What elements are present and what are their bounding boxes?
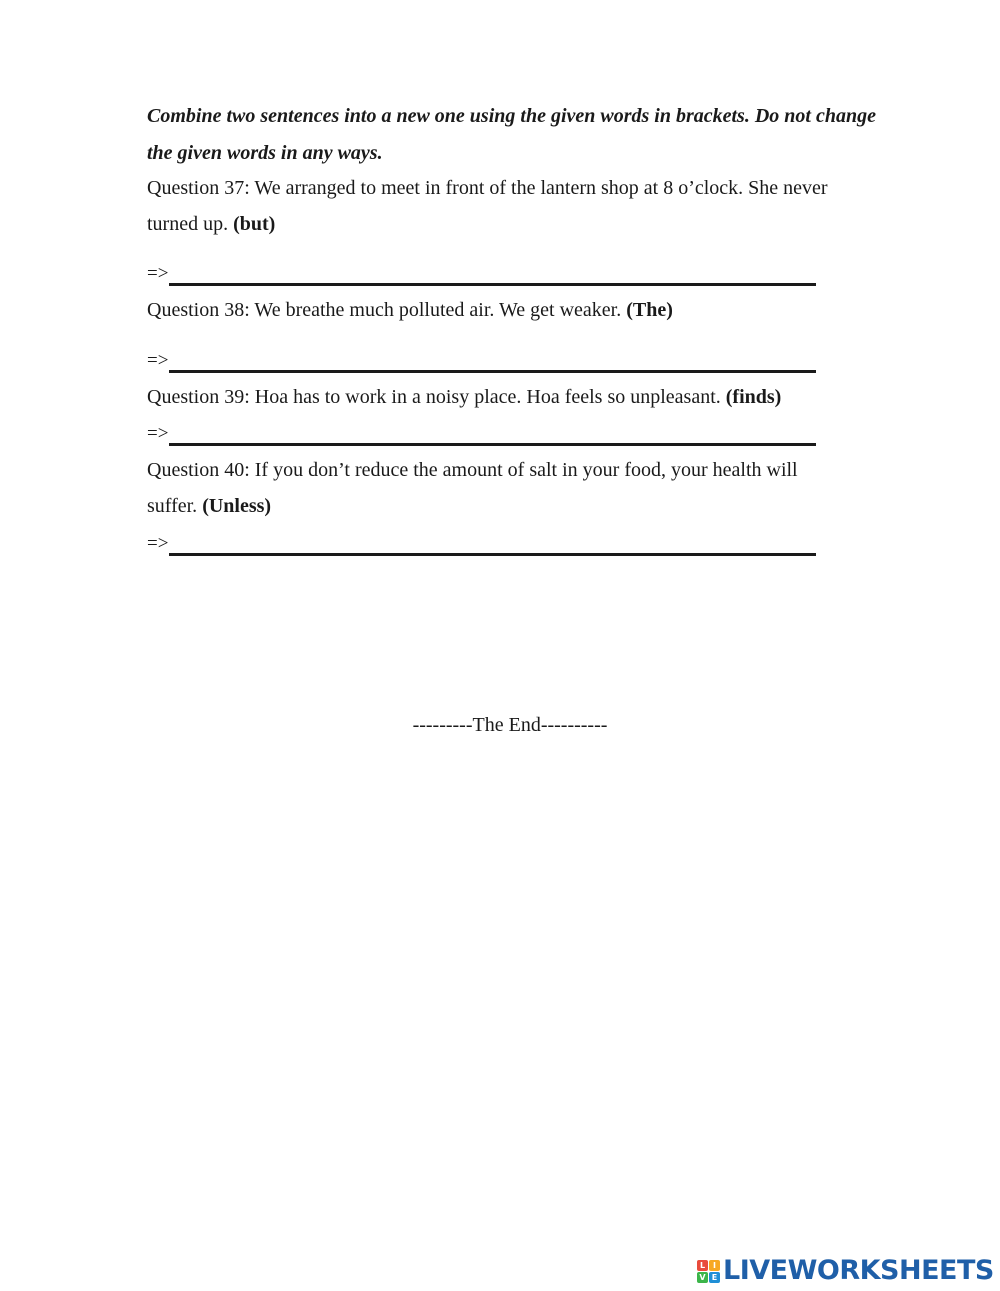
- instruction-text: Combine two sentences into a new one using the given words in brackets. Do not change the given words in any ways.: [147, 105, 876, 164]
- question-38-line-1: Question 38: We breathe much polluted air. We get weaker. (The): [147, 299, 673, 321]
- logo-letter-v: V: [697, 1272, 708, 1283]
- answer-arrow: =>: [147, 423, 169, 444]
- question-39-keyword: (finds): [725, 386, 782, 408]
- question-37-line-1: Question 37: We arranged to meet in front of the lantern shop at 8 o’clock. She never: [147, 177, 828, 199]
- question-37-keyword: (but): [233, 213, 276, 235]
- question-39-line-1: Question 39: Hoa has to work in a noisy place. Hoa feels so unpleasant. (finds): [147, 386, 782, 408]
- answer-blank-line[interactable]: [169, 534, 816, 556]
- answer-blank-line[interactable]: [169, 351, 816, 373]
- question-37-line-2: turned up. (but): [147, 213, 276, 235]
- answer-arrow: =>: [147, 533, 169, 554]
- liveworksheets-logo-icon: [697, 1260, 720, 1283]
- answer-blank-line[interactable]: [169, 424, 816, 446]
- answer-blank-line[interactable]: [169, 264, 816, 286]
- logo-letter-l: L: [697, 1260, 708, 1271]
- question-40-keyword: (Unless): [202, 495, 272, 517]
- logo-letter-i: I: [709, 1260, 720, 1271]
- question-37-answer-field[interactable]: [147, 262, 816, 286]
- question-40-line-2: suffer. (Unless): [147, 495, 272, 517]
- liveworksheets-wordmark: LIVEWORKSHEETS: [723, 1255, 994, 1286]
- answer-arrow: =>: [147, 263, 169, 284]
- question-38-keyword: (The): [626, 299, 673, 321]
- question-40-line-1: Question 40: If you don’t reduce the amount of salt in your food, your health will: [147, 459, 798, 481]
- question-40-answer-field[interactable]: [147, 532, 816, 556]
- question-38-answer-field[interactable]: [147, 349, 816, 373]
- the-end-text: ---------The End----------: [412, 714, 608, 736]
- question-39-answer-field[interactable]: [147, 422, 816, 446]
- liveworksheets-logo[interactable]: [697, 1256, 994, 1286]
- logo-letter-e: E: [709, 1272, 720, 1283]
- answer-arrow: =>: [147, 350, 169, 371]
